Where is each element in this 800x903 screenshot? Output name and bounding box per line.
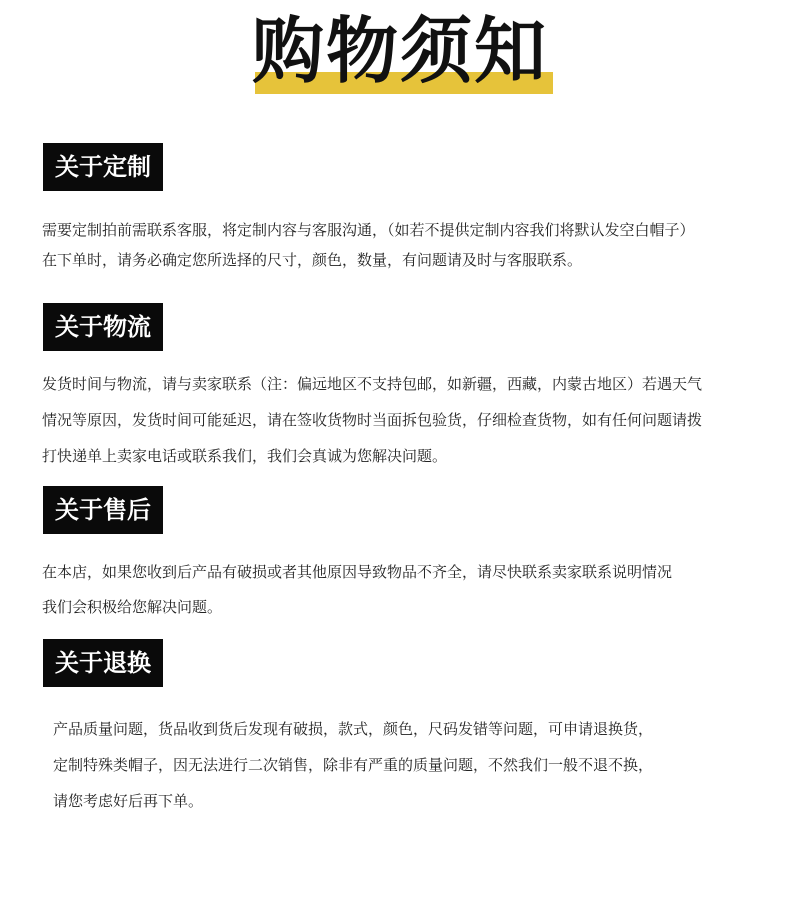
body-line: 定制特殊类帽子，因无法进行二次销售，除非有严重的质量问题，不然我们一般不退不换， <box>53 756 654 774</box>
section-body-returns <box>53 711 653 819</box>
section-body-after-sales <box>42 555 672 625</box>
body-line: 情况等原因，发货时间可能延迟，请在签收货物时当面拆包验货，仔细检查货物，如有任何问题请拨 <box>42 411 703 429</box>
body-line: 请您考虑好后再下单。 <box>53 792 204 810</box>
section-heading-after-sales: 关于售后 <box>43 486 163 534</box>
body-line: 发货时间与物流，请与卖家联系（注：偏远地区不支持包邮，如新疆，西藏，内蒙古地区）若遇天气 <box>42 375 703 393</box>
body-line: 在下单时，请务必确定您所选择的尺寸，颜色，数量，有问题请及时与客服联系。 <box>42 251 583 269</box>
section-body-logistics <box>42 366 702 474</box>
body-line: 在本店，如果您收到后产品有破损或者其他原因导致物品不齐全，请尽快联系卖家联系说明情况 <box>42 563 673 581</box>
title-area <box>0 0 800 100</box>
body-line: 需要定制拍前需联系客服，将定制内容与客服沟通，（如若不提供定制内容我们将默认发空白帽子） <box>42 221 695 239</box>
section-heading-custom: 关于定制 <box>43 143 163 191</box>
body-line: 产品质量问题，货品收到货后发现有破损，款式，颜色，尺码发错等问题，可申请退换货， <box>53 720 654 738</box>
body-line: 打快递单上卖家电话或联系我们，我们会真诚为您解决问题。 <box>42 447 448 465</box>
page-title: 购物须知 <box>251 9 548 93</box>
body-line: 我们会积极给您解决问题。 <box>42 598 223 616</box>
section-heading-logistics: 关于物流 <box>43 303 163 351</box>
section-heading-returns: 关于退换 <box>43 639 163 687</box>
section-body-custom <box>42 215 695 275</box>
